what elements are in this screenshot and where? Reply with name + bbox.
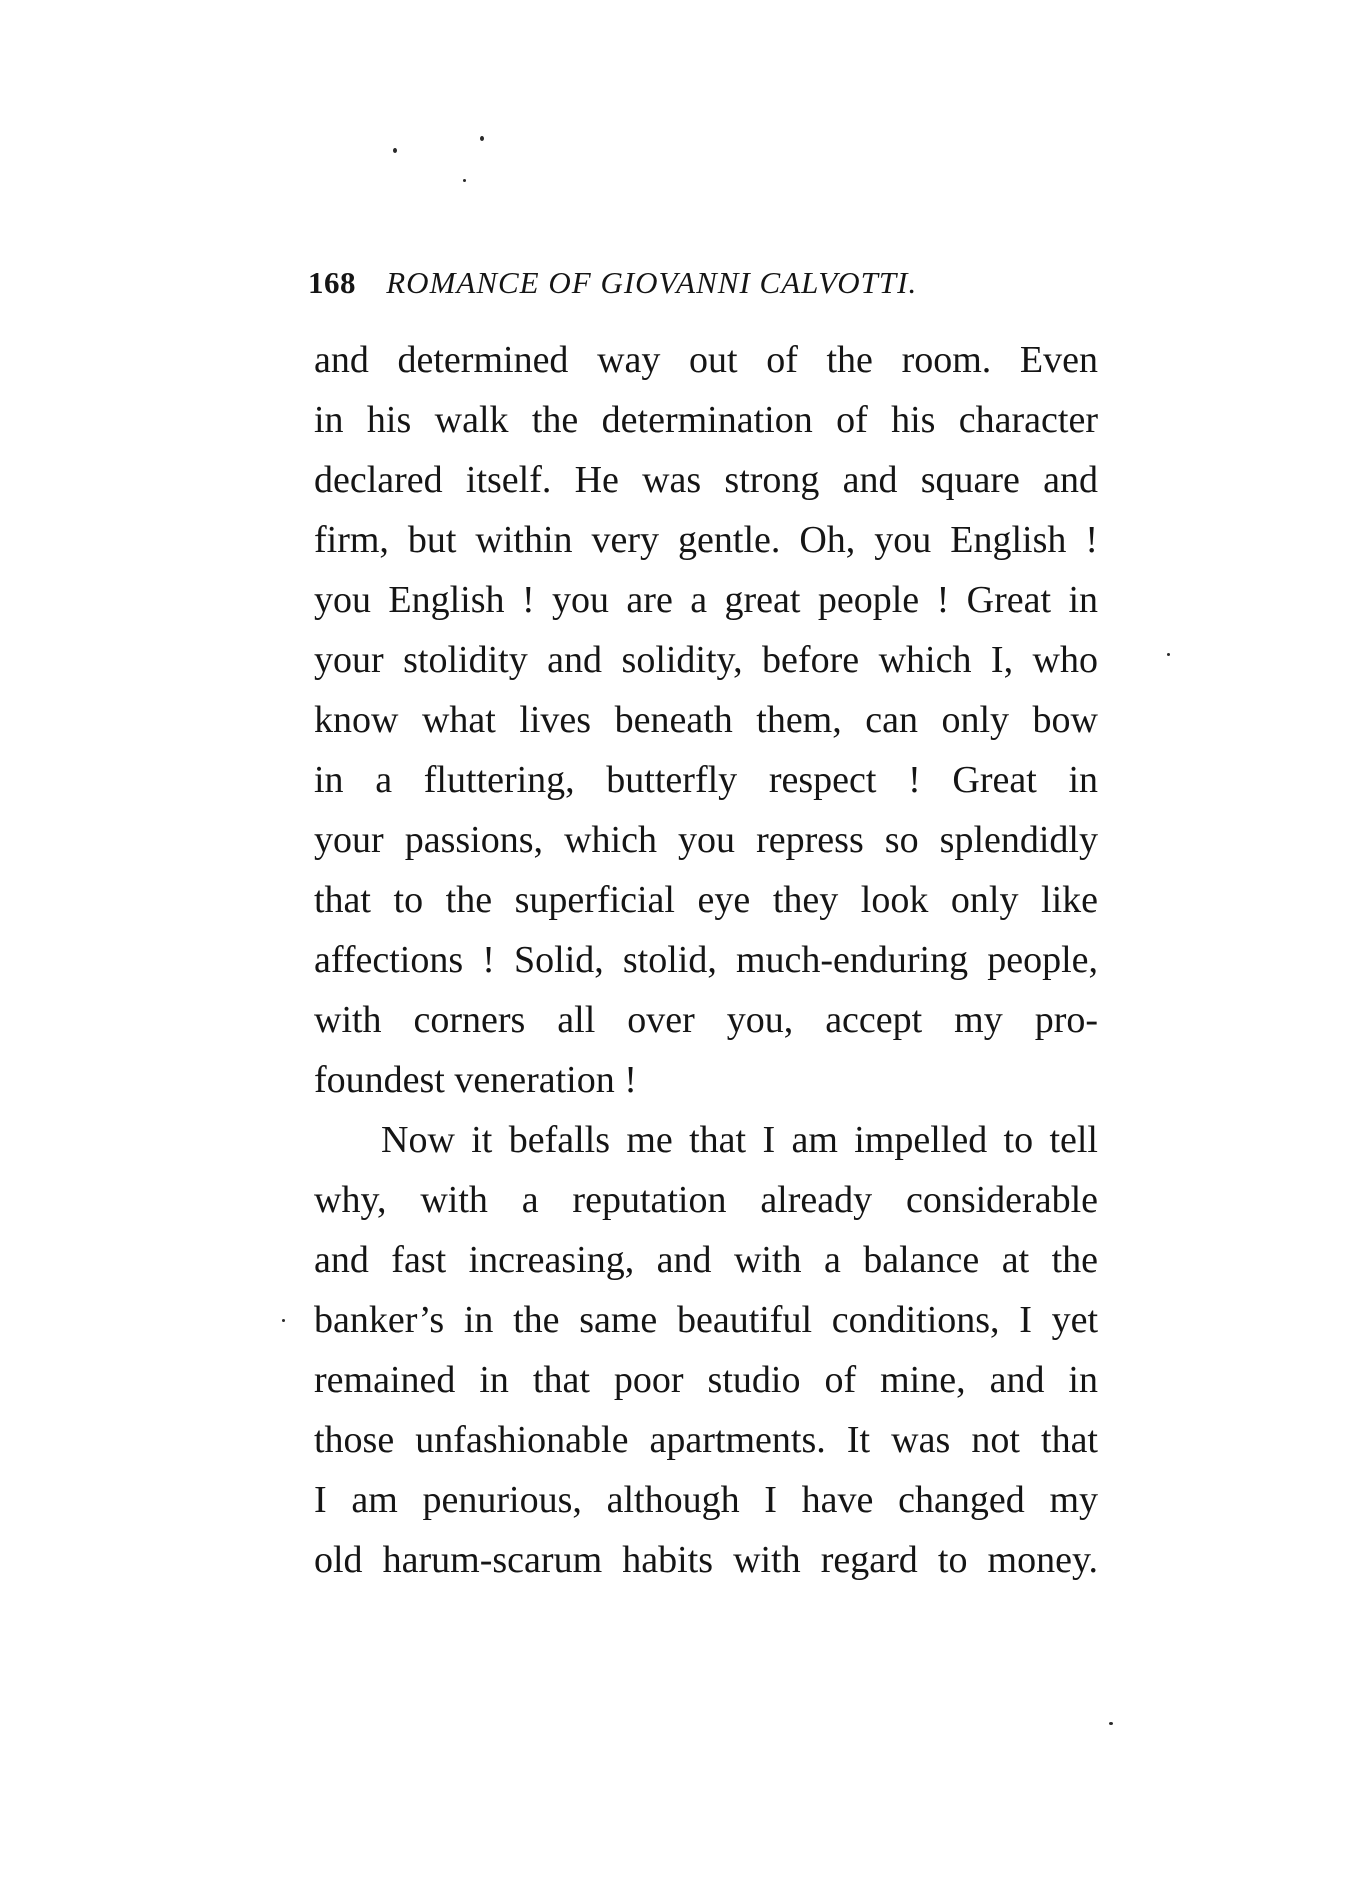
- running-head: [308, 258, 1108, 308]
- body-text: [314, 330, 1098, 1590]
- text-line: affections ! Solid, stolid, much-enduring people,: [314, 939, 1098, 981]
- text-line: remained in that poor studio of mine, and in: [314, 1359, 1098, 1401]
- text-line: why, with a reputation already considerable: [314, 1179, 1098, 1221]
- ink-speck: [393, 148, 397, 153]
- text-line: Now it befalls me that I am impelled to tell: [381, 1119, 1098, 1161]
- page-number: 168: [308, 265, 356, 300]
- text-line: your passions, which you repress so splendidly: [314, 819, 1098, 861]
- text-line: in a fluttering, butterfly respect ! Great in: [314, 759, 1098, 801]
- text-line: and fast increasing, and with a balance at the: [314, 1239, 1098, 1281]
- book-title: ROMANCE OF GIOVANNI CALVOTTI.: [386, 265, 918, 300]
- ink-speck: [463, 179, 466, 182]
- text-line: firm, but within very gentle. Oh, you English !: [314, 519, 1098, 561]
- text-line: with corners all over you, accept my pro-: [314, 999, 1098, 1041]
- text-line: declared itself. He was strong and square and: [314, 459, 1098, 501]
- text-line: your stolidity and solidity, before which I, who: [314, 639, 1098, 681]
- text-line: that to the superficial eye they look only like: [314, 879, 1098, 921]
- ink-speck: [282, 1319, 285, 1322]
- ink-speck: [1109, 1722, 1113, 1725]
- text-line: old harum-scarum habits with regard to money.: [314, 1539, 1098, 1581]
- text-line: those unfashionable apartments. It was not that: [314, 1419, 1098, 1461]
- ink-speck: [1167, 653, 1170, 656]
- text-line: in his walk the determination of his character: [314, 399, 1098, 441]
- text-line: and determined way out of the room. Even: [314, 339, 1098, 381]
- text-line: I am penurious, although I have changed my: [314, 1479, 1098, 1521]
- text-line: foundest veneration !: [314, 1059, 637, 1101]
- text-line: know what lives beneath them, can only bow: [314, 699, 1098, 741]
- text-line: banker’s in the same beautiful conditions, I yet: [314, 1299, 1098, 1341]
- ink-speck: [480, 136, 484, 141]
- text-line: you English ! you are a great people ! Great in: [314, 579, 1098, 621]
